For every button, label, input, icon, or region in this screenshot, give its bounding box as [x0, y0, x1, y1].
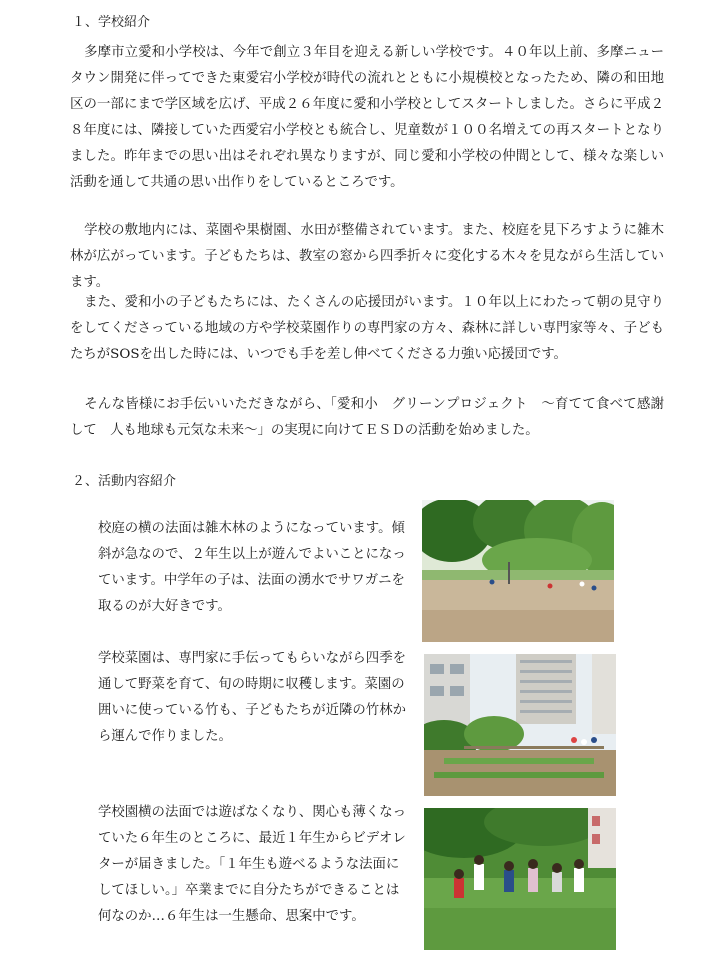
section2-heading: ２、活動内容紹介 [72, 474, 177, 489]
section1-heading: １、学校紹介 [72, 15, 151, 30]
school-garden-photo [424, 654, 616, 796]
slope-work-photo [424, 808, 616, 950]
activity-text-1: 校庭の横の法面は雑木林のようになっています。傾斜が急なので、２年生以上が遊んでよいことになっています。中学年の子は、法面の湧水でサワガニを取るのが大好きです。 [98, 521, 406, 614]
activity-text-3: 学校園横の法面では遊ばなくなり、関心も薄くなっていた６年生のところに、最近１年生からビデオレターが届きました。「１年生も遊べるような法面にしてほしい。」卒業までに自分たちができることは何なのか…６年生は一生懸命、思案中です。 [98, 805, 406, 924]
activity-text-2: 学校菜園は、専門家に手伝ってもらいながら四季を通して野菜を育て、旬の時期に収穫します。菜園の囲いに使っている竹も、子どもたちが近隣の竹林から運んで作りました。 [98, 651, 406, 744]
section1-paragraph-1: 多摩市立愛和小学校は、今年で創立３年目を迎える新しい学校です。４０年以上前、多摩ニュータウン開発に伴ってできた東愛宕小学校が時代の流れとともに小規模校となったため、隣の和田地区の一部にまで学区域を広げ、平成２６年度に愛和小学校としてスタートしました。さらに平成２８年度には、隣接していた西愛宕小学校とも統合し、児童数が１００名増えての再スタートとなりました。昨年までの思い出はそれぞれ異なりますが、同じ愛和小学校の仲間として、様々な楽しい活動を通して共通の思い出作りをしているところです。 [70, 45, 664, 190]
schoolyard-slope-photo [422, 500, 614, 642]
section1-paragraph-4: そんな皆様にお手伝いいただきながら、「愛和小 グリーンプロジェクト ～育てて食べて感謝して 人も地球も元気な未来～」の実現に向けてＥＳＤの活動を始めました。 [70, 397, 664, 438]
section1-paragraph-3: また、愛和小の子どもたちには、たくさんの応援団がいます。１０年以上にわたって朝の見守りをしてくださっている地域の方や学校菜園作りの専門家の方々、森林に詳しい専門家等々、子どもたちがSOSを出した時には、いつでも手を差し伸べてくださる力強い応援団です。 [70, 295, 664, 362]
section1-paragraph-2: 学校の敷地内には、菜園や果樹園、水田が整備されています。また、校庭を見下ろすように雑木林が広がっています。子どもたちは、教室の窓から四季折々に変化する木々を見ながら生活しています。 [70, 223, 664, 290]
